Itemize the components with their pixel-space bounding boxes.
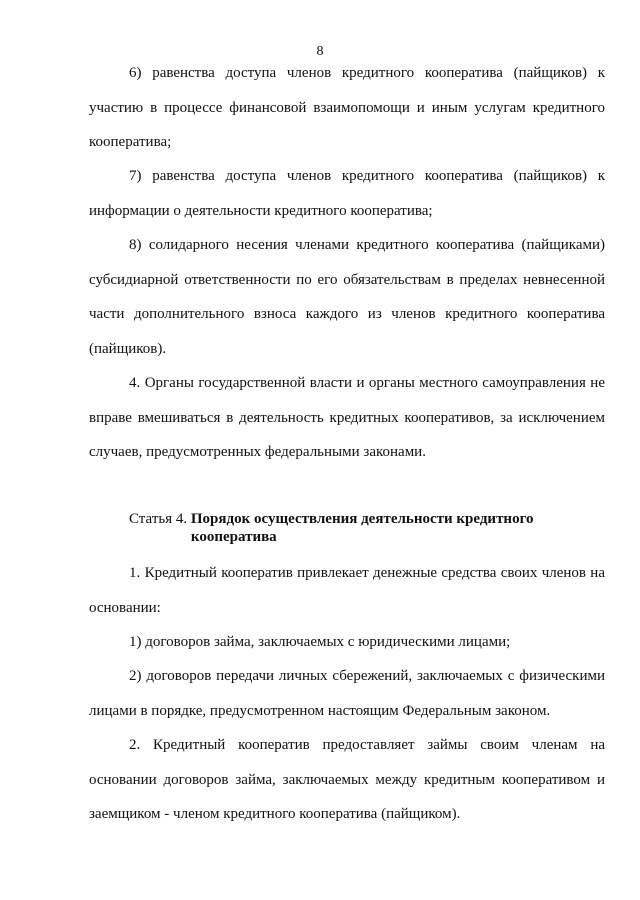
paragraph-subitem-2: 2) договоров передачи личных сбережений, заключаемых с физическими лицами в порядке, предусмотренном настоящим Федеральным законом. <box>89 668 605 719</box>
article-heading <box>129 510 605 546</box>
article-heading-row <box>129 510 605 546</box>
paragraph-clause-4: 4. Органы государственной власти и органы местного самоуправления не вправе вмешиваться в деятельность кредитных кооперативов, за исключением случаев, предусмотренных федеральными законами. <box>89 375 605 460</box>
paragraph-subitem-1: 1) договоров займа, заключаемых с юридическими лицами; <box>129 634 511 650</box>
article-label: Статья 4. <box>129 511 191 527</box>
paragraph-clause-1: 1. Кредитный кооператив привлекает денежные средства своих членов на основании: <box>89 565 605 616</box>
article-title: Порядок осуществления деятельности кредитного кооператива <box>190 511 534 545</box>
paragraph-clause-2: 2. Кредитный кооператив предоставляет займы своим членам на основании договоров займа, заключаемых между кредитным кооперативом и заемщиком - членом кредитного кооператива (пайщиком). <box>89 737 605 822</box>
page-number: 8 <box>316 44 324 59</box>
paragraph-item-6: 6) равенства доступа членов кредитного кооператива (пайщиков) к участию в процессе финансовой взаимопомощи и иным услугам кредитного кооператива; <box>89 65 605 150</box>
paragraph-item-8: 8) солидарного несения членами кредитного кооператива (пайщиками) субсидиарной ответственности по его обязательствам в пределах невнесенной части дополнительного взноса каждого из членов кредитного кооператива (пайщиков). <box>89 237 605 357</box>
paragraph-item-7: 7) равенства доступа членов кредитного кооператива (пайщиков) к информации о деятельности кредитного кооператива; <box>89 168 605 219</box>
